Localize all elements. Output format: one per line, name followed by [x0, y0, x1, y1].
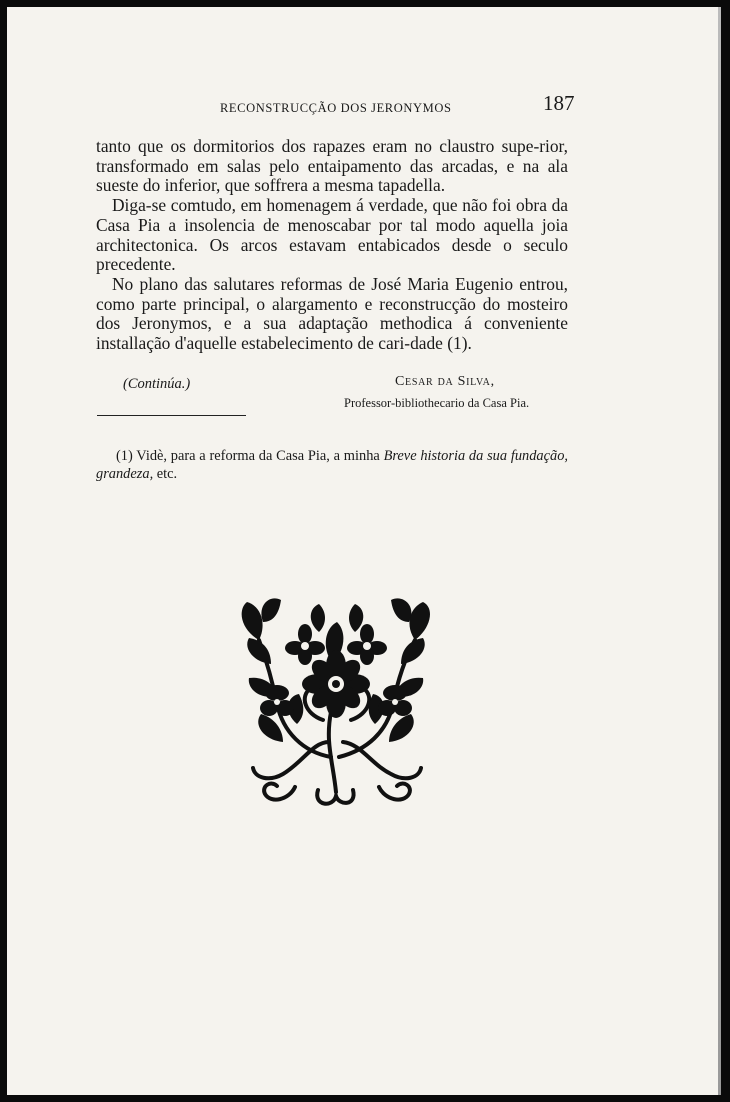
page	[7, 7, 721, 1095]
floral-vignette-icon	[233, 592, 439, 812]
scan-edge	[718, 7, 721, 1095]
paragraph-3: No plano das salutares reformas de José Maria Eugenio entrou, como parte principal, o alargamento e reconstrucção do mosteiro dos Jeronymos, e a sua adaptação methodica á conveniente installação d'aquelle estabelecimento de cari-dade (1).	[96, 273, 568, 354]
footnote	[96, 448, 568, 483]
body-text	[96, 137, 568, 354]
footnote-rule	[97, 415, 246, 416]
running-title: RECONSTRUCÇÃO DOS JERONYMOS	[220, 101, 452, 115]
footnote-tail: etc.	[153, 465, 178, 482]
footnote-book-title: Breve historia da sua fundação, grandeza,	[96, 448, 568, 482]
continued-label: (Continúa.)	[123, 376, 191, 392]
footnote-lead: (1) Vidè, para a reforma da Casa Pia, a minha	[116, 448, 384, 464]
paragraph-1: tanto que os dormitorios dos rapazes eram no claustro supe-rior, transformado em salas pelo entaipamento das arcadas, e na ala sueste do inferior, que soffrera a mesma tapadella.	[96, 136, 568, 196]
author-name: Cesar da Silva,	[395, 374, 495, 389]
page-number: 187	[543, 91, 575, 115]
author-title: Professor-bibliothecario da Casa Pia.	[344, 396, 530, 410]
paragraph-2: Diga-se comtudo, em homenagem á verdade, que não foi obra da Casa Pia a insolencia de menoscabar por tal modo aquella joia architectonica. Os arcos estavam entabicados desde o seculo precedente.	[96, 195, 568, 275]
